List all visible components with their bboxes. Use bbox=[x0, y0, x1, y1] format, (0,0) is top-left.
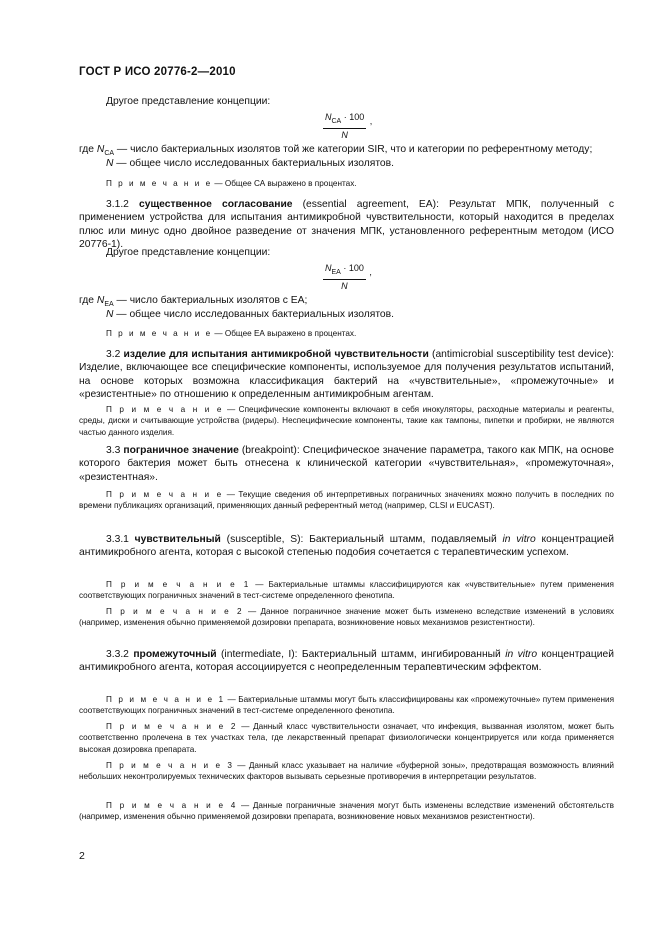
page-number: 2 bbox=[79, 850, 85, 862]
note-breakpoints: П р и м е ч а н и е — Текущие сведения об интерпретивных пограничных значениях можно получить в последних по времени публикациях организаций, применяющих данный референтный метод (например, CLSI и EUCAST). bbox=[79, 490, 614, 511]
note-ea-percent: П р и м е ч а н и е — Общее ЕА выражено в процентах. bbox=[106, 329, 357, 338]
section-3-3-2: 3.3.2 промежуточный (intermediate, I): Бактериальный штамм, ингибированный in vitro концентрацией антимикробного агента, которая ассоциируется с неопределенным терапевтическим эффектом. bbox=[79, 649, 615, 674]
note-susceptible-1: П р и м е ч а н и е 1 — Бактериальные штаммы классифицируются как «чувствительные» путем применения соответствующих пограничных значений в тест-системе определенного фенотипа. bbox=[79, 580, 614, 601]
formula-ca: $N_{CA} \cdot 100$ N , bbox=[325, 112, 373, 140]
note-susceptible-2: П р и м е ч а н и е 2 — Данное пограничное значение может быть изменено вследствие изменений в условиях (например, изменения обычно применяемой дозировки препарата, возникновение новых механизмов резистентности). bbox=[79, 607, 615, 628]
formula-ca-numerator: $N_{CA} \cdot 100$ bbox=[323, 112, 366, 129]
paragraph-ea-intro: Другое представление концепции: bbox=[106, 247, 271, 258]
section-3-2: 3.2 изделие для испытания антимикробной чувствительности (antimicrobial susceptibility test device): Изделие, включающее все специфические компоненты, используемое для получения результатов испытаний, на основе которых возможна классификация бактерий на «чувствительные», «промежуточные» и «резистентные» по отношению к определенным антимикробным агентам. bbox=[79, 349, 614, 401]
document-header: ГОСТ Р ИСО 20776-2—2010 bbox=[79, 66, 236, 78]
note-specific-components: П р и м е ч а н и е — Специфические компоненты включают в себя инокуляторы, расходные материалы и реагенты, среды, диски и считывающие устройства (ридеры). Неспецифические компоненты, такие как тампоны, пипетки и пробирки, не являются частью данного изделия. bbox=[79, 405, 614, 437]
formula-ca-denominator: N bbox=[341, 129, 348, 140]
section-3-1-2: 3.1.2 существенное согласование (essential agreement, EA): Результат МПК, полученный с применением устройства для испытания антимикробной чувствительности, который находится в пределах плюс или минус одно двойное разведение от значения МПК, установленного референтным методом (ИСО 20776-1). bbox=[79, 199, 614, 251]
formula-ea-denominator: N bbox=[341, 280, 348, 291]
note-intermediate-3: П р и м е ч а н и е 3 — Данный класс указывает на наличие «буферной зоны», предотвращая возможность влияний небольших неконтролируемых технических факторов вызывать серьезные противоречия в интерпретации результатов. bbox=[79, 761, 614, 782]
definition-nea: где $N_{EA}$ — число бактериальных изолятов с ЕА; bbox=[79, 295, 308, 309]
definition-nca: где $N_{CA}$ — число бактериальных изолятов той же категории SIR, что и категории по референтному методу; bbox=[79, 144, 593, 158]
definition-n-1: N — общее число исследованных бактериальных изолятов. bbox=[106, 158, 394, 169]
note-intermediate-2: П р и м е ч а н и е 2 — Данный класс чувствительности означает, что инфекция, вызванная изолятом, может быть соответственно пролечена в тех участках тела, где лекарственный препарат физиологически концентрируется или когда применяется высокая дозировка препарата. bbox=[79, 722, 614, 754]
formula-ea-numerator: $N_{EA} \cdot 100$ bbox=[323, 263, 366, 280]
definition-n-2: N — общее число исследованных бактериальных изолятов. bbox=[106, 309, 394, 320]
note-intermediate-4: П р и м е ч а н и е 4 — Данные пограничные значения могут быть изменены вследствие изменений обстоятельств (например, изменения обычно применяемой дозировки препарата, возникновение новых механизмов резистентности). bbox=[79, 801, 614, 822]
section-3-3: 3.3 пограничное значение (breakpoint): Специфическое значение параметра, такого как МПК, на основе которого бактерия может быть отнесена к клинической категории «чувствительная», «промежуточная», «резистентная». bbox=[79, 445, 614, 483]
paragraph-ca-intro: Другое представление концепции: bbox=[106, 96, 271, 107]
section-3-3-1: 3.3.1 чувствительный (susceptible, S): Бактериальный штамм, подавляемый in vitro концентрацией антимикробного агента, которая с высокой степенью подобия сочетается с терапевтическим успехом. bbox=[79, 534, 615, 559]
formula-ea: $N_{EA} \cdot 100$ N , bbox=[325, 263, 372, 291]
note-ca-percent: П р и м е ч а н и е — Общее СА выражено в процентах. bbox=[106, 179, 357, 188]
note-intermediate-1: П р и м е ч а н и е 1 — Бактериальные штаммы могут быть классифицированы как «промежуточные» путем применения соответствующих пограничных значений в тест-системе определенного фенотипа. bbox=[79, 695, 615, 716]
